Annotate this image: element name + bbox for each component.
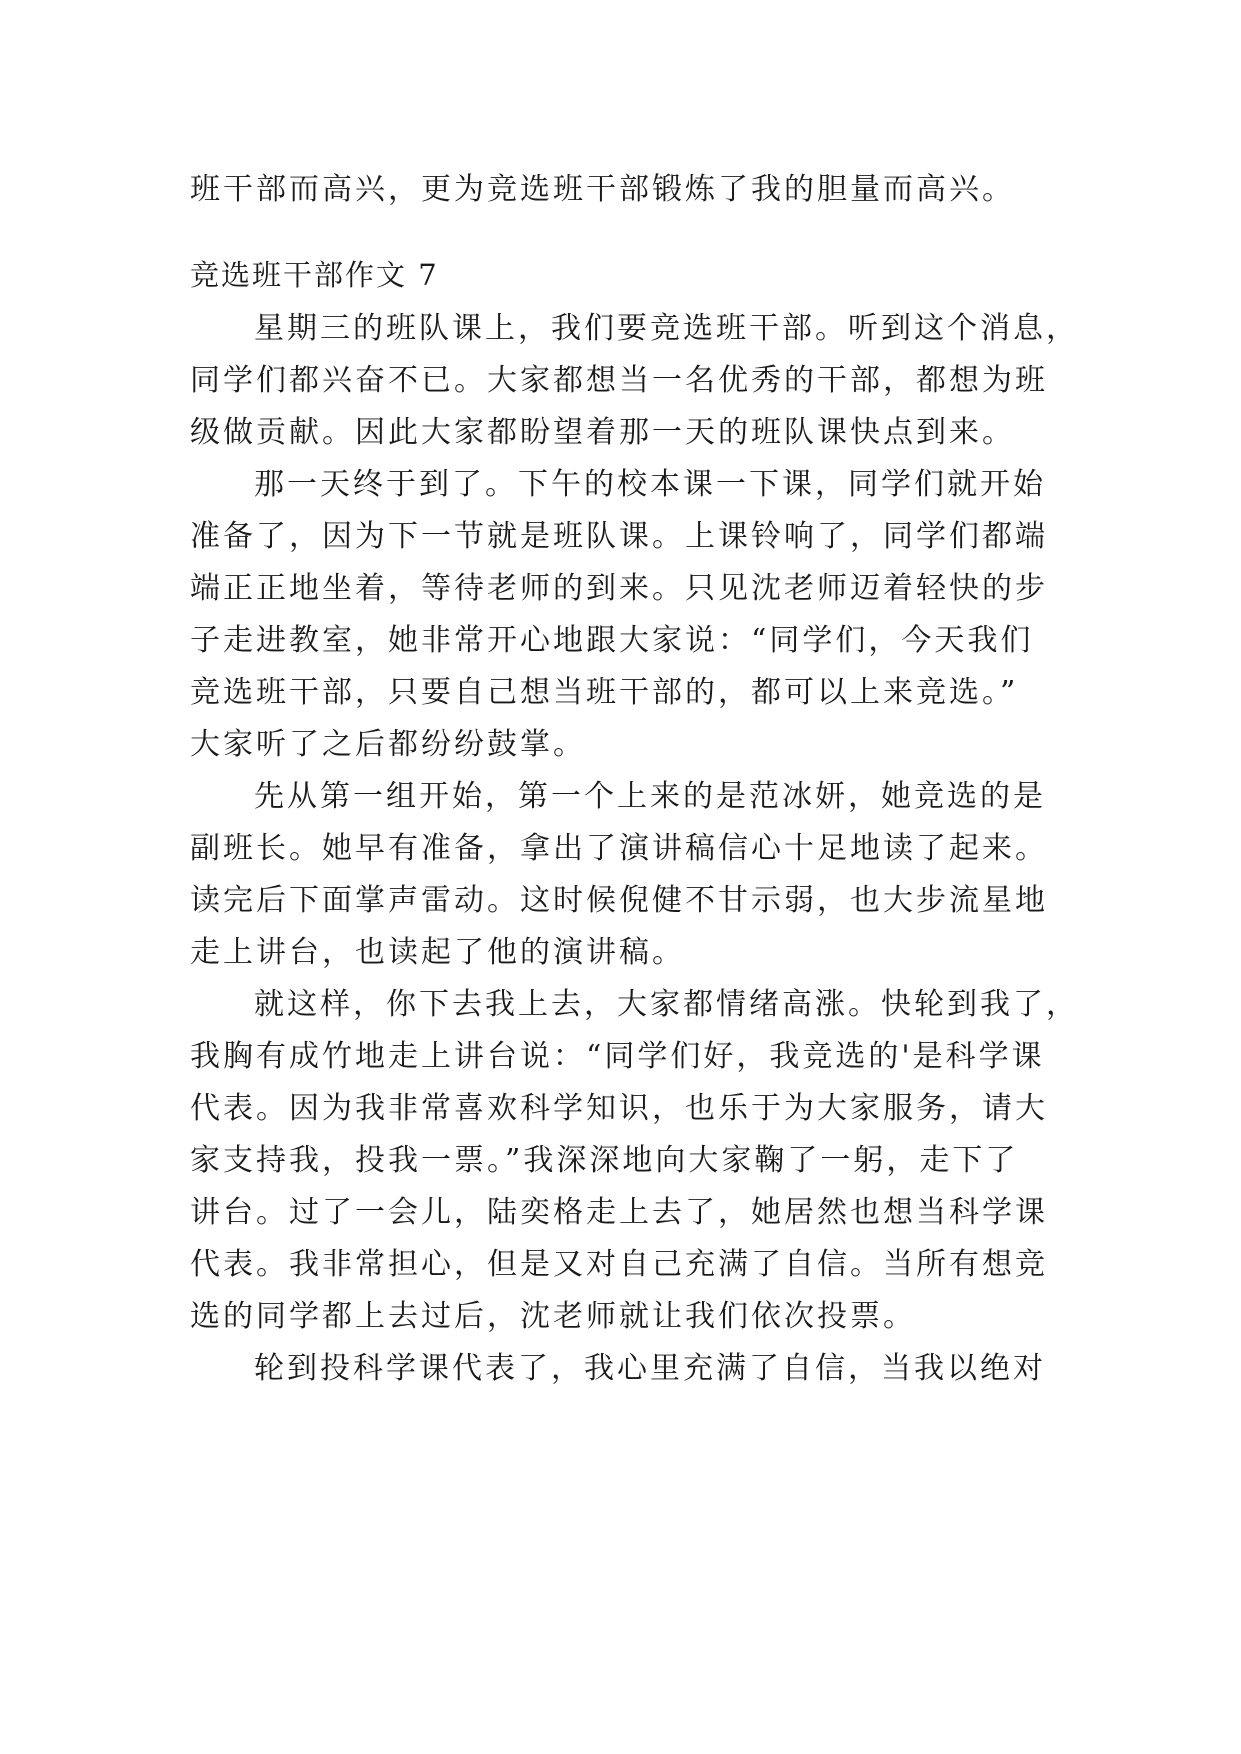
paragraph-line: 就这样，你下去我上去，大家都情绪高涨。快轮到我了， xyxy=(254,987,1079,1022)
paragraph-line: 家支持我，投我一票。”我深深地向大家鞠了一躬，走下了 xyxy=(190,1143,1019,1178)
paragraph-line: 竞选班干部，只要自己想当班干部的，都可以上来竞选。” xyxy=(190,675,1019,710)
paragraph-line: 轮到投科学课代表了，我心里充满了自信，当我以绝对 xyxy=(254,1351,1046,1386)
paragraph-line: 级做贡献。因此大家都盼望着那一天的班队课快点到来。 xyxy=(190,415,1015,450)
paragraph-line: 那一天终于到了。下午的校本课一下课，同学们就开始 xyxy=(254,467,1046,502)
paragraph-line: 准备了，因为下一节就是班队课。上课铃响了，同学们都端 xyxy=(190,519,1048,554)
paragraph-line: 走上讲台，也读起了他的演讲稿。 xyxy=(190,935,685,970)
paragraph-line: 先从第一组开始，第一个上来的是范冰妍，她竞选的是 xyxy=(254,779,1046,814)
paragraph-line: 讲台。过了一会儿，陆奕格走上去了，她居然也想当科学课 xyxy=(190,1195,1048,1230)
paragraph-line: 选的同学都上去过后，沈老师就让我们依次投票。 xyxy=(190,1299,916,1334)
paragraph-line: 读完后下面掌声雷动。这时候倪健不甘示弱，也大步流星地 xyxy=(190,883,1048,918)
continuation-line: 班干部而高兴，更为竞选班干部锻炼了我的胆量而高兴。 xyxy=(190,172,1015,207)
paragraph-line: 代表。因为我非常喜欢科学知识，也乐于为大家服务，请大 xyxy=(190,1091,1048,1126)
paragraph-line: 大家听了之后都纷纷鼓掌。 xyxy=(190,727,586,762)
paragraph-line: 我胸有成竹地走上讲台说：“同学们好，我竞选的'是科学课 xyxy=(190,1039,1045,1074)
paragraph-line: 子走进教室，她非常开心地跟大家说：“同学们，今天我们 xyxy=(190,623,1034,658)
paragraph-line: 代表。我非常担心，但是又对自己充满了自信。当所有想竞 xyxy=(190,1247,1048,1282)
paragraph-line: 副班长。她早有准备，拿出了演讲稿信心十足地读了起来。 xyxy=(190,831,1048,866)
paragraph-line: 端正正地坐着，等待老师的到来。只见沈老师迈着轻快的步 xyxy=(190,571,1048,606)
paragraph-line: 星期三的班队课上，我们要竞选班干部。听到这个消息， xyxy=(254,311,1079,346)
essay-title: 竞选班干部作文 7 xyxy=(190,258,439,292)
paragraph-line: 同学们都兴奋不已。大家都想当一名优秀的干部，都想为班 xyxy=(190,363,1048,398)
